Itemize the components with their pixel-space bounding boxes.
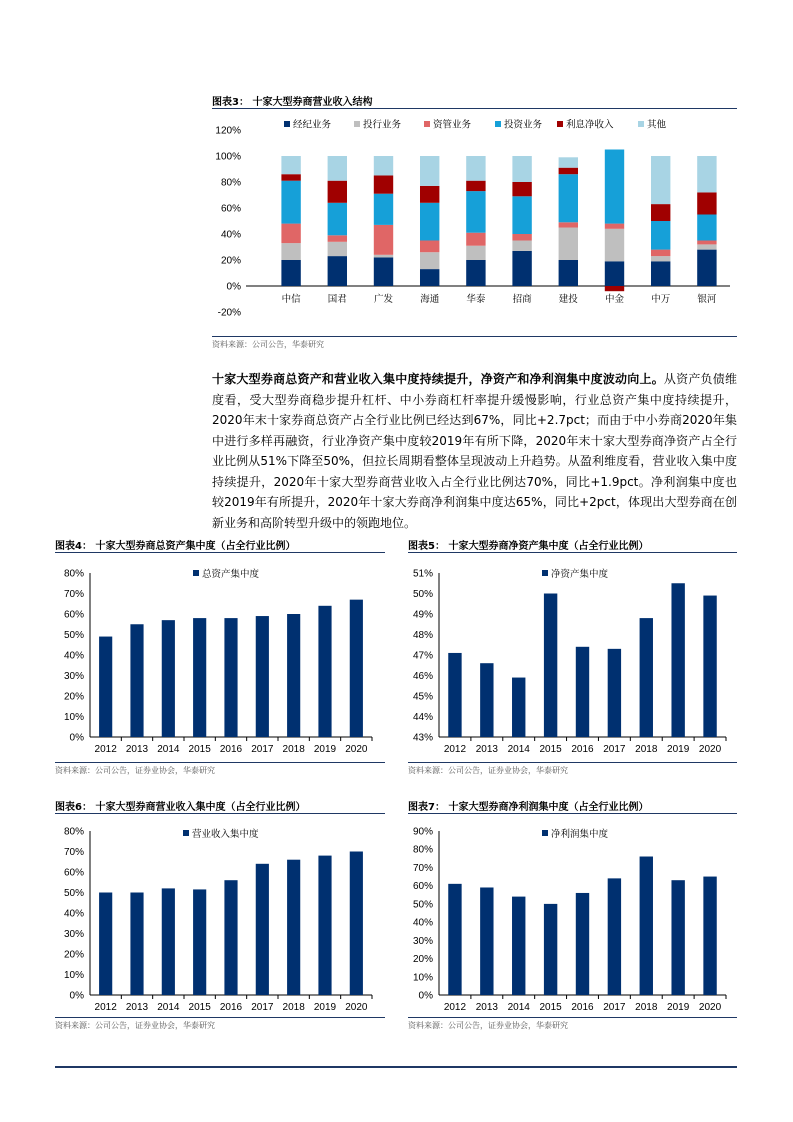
- x-tick-label: 2019: [313, 744, 337, 755]
- bar: [99, 893, 112, 996]
- stacked-segment: [651, 204, 670, 221]
- y-tick-label: 10%: [412, 972, 433, 984]
- bar: [256, 864, 269, 995]
- x-tick-label: 2019: [313, 1002, 337, 1013]
- paragraph-lead: 十家大型券商总资产和营业收入集中度持续提升，净资产和净利润集中度波动向上。: [212, 372, 664, 386]
- y-tick-label: 48%: [412, 630, 433, 641]
- bar: [608, 878, 621, 995]
- fig3-source: 资料来源：公司公告，华泰研究: [212, 340, 324, 349]
- y-tick-label: 44%: [412, 712, 433, 723]
- stacked-segment: [512, 241, 531, 251]
- stacked-segment: [605, 286, 624, 291]
- y-tick-label: 30%: [412, 935, 433, 947]
- bar: [576, 893, 589, 995]
- x-tick-label: 2018: [282, 744, 305, 755]
- legend-label: 资管业务: [433, 119, 472, 131]
- stacked-segment: [651, 261, 670, 286]
- x-tick-label: 2015: [539, 744, 562, 755]
- stacked-segment: [466, 233, 485, 246]
- fig5-source-rule: [408, 762, 737, 763]
- bar: [193, 618, 206, 737]
- x-category-label: 国君: [327, 294, 347, 305]
- y-tick-label: 50%: [412, 899, 433, 911]
- stacked-segment: [559, 174, 578, 222]
- x-tick-label: 2017: [603, 744, 626, 755]
- y-tick-label: 51%: [412, 568, 433, 580]
- fig3-source-rule: [212, 336, 737, 337]
- paragraph-body: 从资产负债维度看，受大型券商稳步提升杠杆、中小券商杠杆率提升缓慢影响，行业总资产集中度持续提升，2020年末十家券商总资产占全行业比例已经达到67%，同比+2.7pct；而由于中小券商2020年集中进行多样再融资，行业净资产集中度较2019年有所下降，2020年末十家大型券商净资产占全行业比例从51%下降至50%，但拉长周期看整体呈现波动上升趋势。从盈利维度看，营业收入集中度持续提升，2020年十家大型券商营业收入占全行业比例达70%，同比+1.9pct。净利润集中度也较2019年有所提升，2020年十家大券商净利润集中度达65%，同比+2pct，体现出大型券商在创新业务和高阶转型升级中的领跑地位。: [212, 372, 737, 530]
- legend-label: 投资业务: [504, 119, 543, 131]
- y-tick-label: 50%: [412, 589, 433, 600]
- fig7-bar-chart: [408, 817, 737, 1017]
- y-tick-label: -20%: [217, 307, 241, 319]
- y-tick-label: 100%: [215, 151, 241, 163]
- bar: [480, 663, 493, 737]
- stacked-segment: [281, 181, 300, 224]
- y-tick-label: 40%: [63, 908, 84, 920]
- x-tick-label: 2012: [443, 744, 467, 755]
- x-tick-label: 2016: [219, 744, 243, 755]
- y-tick-label: 30%: [63, 671, 84, 682]
- fig7-title-rule: [408, 813, 737, 814]
- stacked-segment: [328, 242, 347, 256]
- legend-label: 净利润集中度: [551, 829, 609, 840]
- stacked-segment: [420, 203, 439, 241]
- stacked-segment: [559, 228, 578, 261]
- y-tick-label: 40%: [220, 229, 241, 241]
- stacked-segment: [328, 181, 347, 203]
- y-tick-label: 10%: [63, 970, 84, 981]
- legend-swatch: [183, 830, 189, 836]
- stacked-segment: [281, 224, 300, 244]
- bar: [162, 620, 175, 737]
- fig7-title: 图表7： 十家大型券商净利润集中度（占全行业比例）: [408, 802, 649, 813]
- bar: [703, 877, 716, 995]
- x-tick-label: 2012: [94, 744, 117, 755]
- x-tick-label: 2019: [667, 1002, 690, 1013]
- stacked-segment: [374, 257, 393, 286]
- y-tick-label: 40%: [412, 917, 433, 929]
- fig3-title-rule: [212, 108, 737, 109]
- x-tick-label: 2017: [251, 744, 274, 755]
- bar: [671, 880, 684, 995]
- y-tick-label: 60%: [412, 881, 433, 893]
- x-tick-label: 2015: [188, 744, 211, 755]
- x-tick-label: 2017: [251, 1002, 274, 1013]
- fig7-source-rule: [408, 1017, 737, 1018]
- legend-swatch: [284, 121, 290, 127]
- x-category-label: 华泰: [466, 294, 486, 305]
- legend-swatch: [354, 121, 360, 127]
- stacked-segment: [281, 243, 300, 260]
- x-tick-label: 2014: [157, 744, 180, 755]
- bar: [703, 596, 716, 737]
- legend-label: 利息净收入: [566, 119, 614, 131]
- bar: [512, 897, 525, 995]
- x-tick-label: 2012: [443, 1002, 467, 1013]
- x-tick-label: 2014: [507, 1002, 530, 1013]
- bar: [287, 860, 300, 995]
- stacked-segment: [697, 215, 716, 241]
- stacked-segment: [281, 156, 300, 174]
- x-category-label: 广发: [373, 294, 394, 305]
- x-category-label: 中金: [604, 294, 625, 305]
- y-tick-label: 80%: [63, 568, 84, 580]
- stacked-segment: [697, 156, 716, 192]
- y-tick-label: 90%: [412, 826, 433, 838]
- x-tick-label: 2020: [345, 744, 368, 755]
- y-tick-label: 0%: [69, 732, 84, 744]
- y-tick-label: 45%: [412, 691, 433, 703]
- stacked-segment: [466, 246, 485, 260]
- x-category-label: 海通: [420, 294, 440, 305]
- legend-swatch: [557, 121, 563, 127]
- stacked-segment: [328, 203, 347, 236]
- stacked-segment: [374, 194, 393, 225]
- bar: [287, 614, 300, 737]
- stacked-segment: [281, 174, 300, 181]
- bar: [193, 889, 206, 995]
- bar: [544, 904, 557, 995]
- legend-swatch: [542, 570, 548, 576]
- y-tick-label: 60%: [220, 203, 241, 215]
- y-tick-label: 43%: [412, 732, 433, 744]
- fig5-source: 资料来源：公司公告，证券业协会，华泰研究: [408, 766, 568, 775]
- stacked-segment: [420, 252, 439, 269]
- x-tick-label: 2020: [698, 744, 722, 755]
- fig5-title: 图表5： 十家大型券商净资产集中度（占全行业比例）: [408, 541, 649, 552]
- stacked-segment: [374, 156, 393, 176]
- bar: [99, 637, 112, 737]
- y-tick-label: 20%: [63, 949, 84, 961]
- stacked-segment: [697, 192, 716, 214]
- x-tick-label: 2013: [125, 1002, 149, 1013]
- stacked-segment: [328, 156, 347, 181]
- stacked-segment: [512, 251, 531, 286]
- stacked-segment: [466, 191, 485, 233]
- stacked-segment: [651, 256, 670, 261]
- x-category-label: 建投: [558, 294, 578, 305]
- bar: [318, 606, 331, 737]
- y-tick-label: 60%: [63, 867, 84, 879]
- fig4-title-rule: [55, 552, 385, 553]
- y-tick-label: 40%: [63, 650, 84, 662]
- x-tick-label: 2015: [539, 1002, 562, 1013]
- x-tick-label: 2013: [125, 744, 149, 755]
- y-tick-label: 70%: [63, 847, 84, 858]
- y-tick-label: 80%: [412, 844, 433, 856]
- legend-label: 营业收入集中度: [192, 829, 259, 840]
- bar: [448, 884, 461, 995]
- x-tick-label: 2014: [507, 744, 530, 755]
- x-tick-label: 2013: [475, 744, 498, 755]
- bar: [480, 887, 493, 995]
- fig4-bar-chart: [55, 556, 385, 761]
- y-tick-label: 20%: [412, 954, 433, 966]
- fig6-title-rule: [55, 813, 385, 814]
- legend-swatch: [495, 121, 501, 127]
- stacked-segment: [512, 234, 531, 241]
- stacked-segment: [512, 182, 531, 196]
- stacked-segment: [420, 241, 439, 253]
- stacked-segment: [605, 229, 624, 261]
- y-tick-label: 50%: [63, 888, 84, 899]
- bar: [671, 583, 684, 737]
- legend-label: 净资产集中度: [551, 569, 609, 580]
- bar: [512, 678, 525, 737]
- fig6-source-rule: [55, 1017, 385, 1018]
- stacked-segment: [466, 260, 485, 286]
- fig6-title: 图表6： 十家大型券商营业收入集中度（占全行业比例）: [55, 802, 306, 813]
- stacked-segment: [512, 156, 531, 182]
- bar: [640, 857, 653, 995]
- fig3-title: 图表3： 十家大型券商营业收入结构: [212, 97, 373, 108]
- x-tick-label: 2018: [635, 1002, 658, 1013]
- legend-swatch: [638, 121, 644, 127]
- y-tick-label: 0%: [418, 990, 433, 1002]
- fig4-source-rule: [55, 762, 385, 763]
- bar: [224, 880, 237, 995]
- stacked-segment: [559, 260, 578, 286]
- stacked-segment: [420, 269, 439, 286]
- footer-rule: [55, 1066, 737, 1068]
- y-tick-label: 20%: [63, 691, 84, 703]
- bar: [256, 616, 269, 737]
- fig3-stacked-chart: [212, 112, 737, 342]
- legend-label: 总资产集中度: [202, 569, 260, 580]
- stacked-segment: [605, 224, 624, 229]
- bar: [130, 624, 143, 737]
- y-tick-label: 47%: [412, 650, 433, 662]
- legend-label: 投行业务: [363, 119, 402, 131]
- x-tick-label: 2017: [603, 1002, 626, 1013]
- x-tick-label: 2020: [698, 1002, 722, 1013]
- fig6-source: 资料来源：公司公告，证券业协会，华泰研究: [55, 1021, 215, 1030]
- stacked-segment: [697, 244, 716, 249]
- bar: [162, 888, 175, 995]
- x-tick-label: 2016: [219, 1002, 243, 1013]
- x-tick-label: 2013: [475, 1002, 498, 1013]
- stacked-segment: [559, 157, 578, 167]
- stacked-segment: [374, 176, 393, 194]
- legend-label: 其他: [647, 119, 667, 131]
- y-tick-label: 46%: [412, 671, 433, 682]
- bar: [224, 618, 237, 737]
- fig4-source: 资料来源：公司公告，证券业协会，华泰研究: [55, 766, 215, 775]
- stacked-segment: [420, 186, 439, 203]
- fig5-title-rule: [408, 552, 737, 553]
- stacked-segment: [605, 150, 624, 224]
- y-tick-label: 70%: [412, 862, 433, 874]
- x-category-label: 招商: [512, 294, 532, 305]
- x-tick-label: 2016: [571, 1002, 594, 1013]
- y-tick-label: 50%: [63, 630, 84, 641]
- x-tick-label: 2016: [571, 744, 594, 755]
- legend-label: 经纪业务: [293, 119, 332, 131]
- stacked-segment: [697, 250, 716, 286]
- x-tick-label: 2019: [667, 744, 690, 755]
- y-tick-label: 80%: [63, 826, 84, 838]
- stacked-segment: [605, 261, 624, 286]
- bar: [130, 893, 143, 996]
- bar: [576, 647, 589, 737]
- stacked-segment: [559, 168, 578, 175]
- x-category-label: 中信: [281, 294, 301, 305]
- x-tick-label: 2014: [157, 1002, 180, 1013]
- stacked-segment: [466, 156, 485, 181]
- bar: [640, 618, 653, 737]
- y-tick-label: 0%: [69, 990, 84, 1002]
- stacked-segment: [651, 156, 670, 204]
- legend-swatch: [424, 121, 430, 127]
- fig6-bar-chart: [55, 817, 385, 1017]
- y-tick-label: 30%: [63, 929, 84, 940]
- y-tick-label: 60%: [63, 609, 84, 621]
- bar: [350, 852, 363, 996]
- y-tick-label: 20%: [220, 255, 241, 267]
- x-category-label: 银河: [697, 294, 717, 305]
- y-tick-label: 120%: [215, 125, 241, 137]
- bar: [318, 856, 331, 995]
- stacked-segment: [651, 221, 670, 250]
- y-tick-label: 70%: [63, 589, 84, 600]
- x-tick-label: 2015: [188, 1002, 211, 1013]
- stacked-segment: [512, 196, 531, 234]
- y-tick-label: 0%: [226, 281, 241, 293]
- fig4-title: 图表4： 十家大型券商总资产集中度（占全行业比例）: [55, 541, 296, 552]
- stacked-segment: [328, 256, 347, 286]
- y-tick-label: 10%: [63, 712, 84, 723]
- stacked-segment: [374, 255, 393, 258]
- stacked-segment: [466, 181, 485, 191]
- x-tick-label: 2012: [94, 1002, 117, 1013]
- bar: [544, 594, 557, 738]
- bar: [608, 649, 621, 737]
- stacked-segment: [328, 235, 347, 242]
- stacked-segment: [420, 156, 439, 186]
- y-tick-label: 80%: [220, 177, 241, 189]
- fig5-bar-chart: [408, 556, 737, 761]
- bar: [350, 600, 363, 737]
- y-tick-label: 49%: [412, 609, 433, 621]
- stacked-segment: [559, 222, 578, 227]
- x-category-label: 中万: [651, 294, 671, 305]
- fig7-source: 资料来源：公司公告，证券业协会，华泰研究: [408, 1021, 568, 1030]
- stacked-segment: [651, 250, 670, 257]
- stacked-segment: [281, 260, 300, 286]
- stacked-segment: [374, 225, 393, 255]
- bar: [448, 653, 461, 737]
- x-tick-label: 2020: [345, 1002, 368, 1013]
- stacked-segment: [697, 241, 716, 245]
- legend-swatch: [193, 570, 199, 576]
- legend-swatch: [542, 830, 548, 836]
- x-tick-label: 2018: [635, 744, 658, 755]
- x-tick-label: 2018: [282, 1002, 305, 1013]
- body-paragraph: [212, 369, 737, 533]
